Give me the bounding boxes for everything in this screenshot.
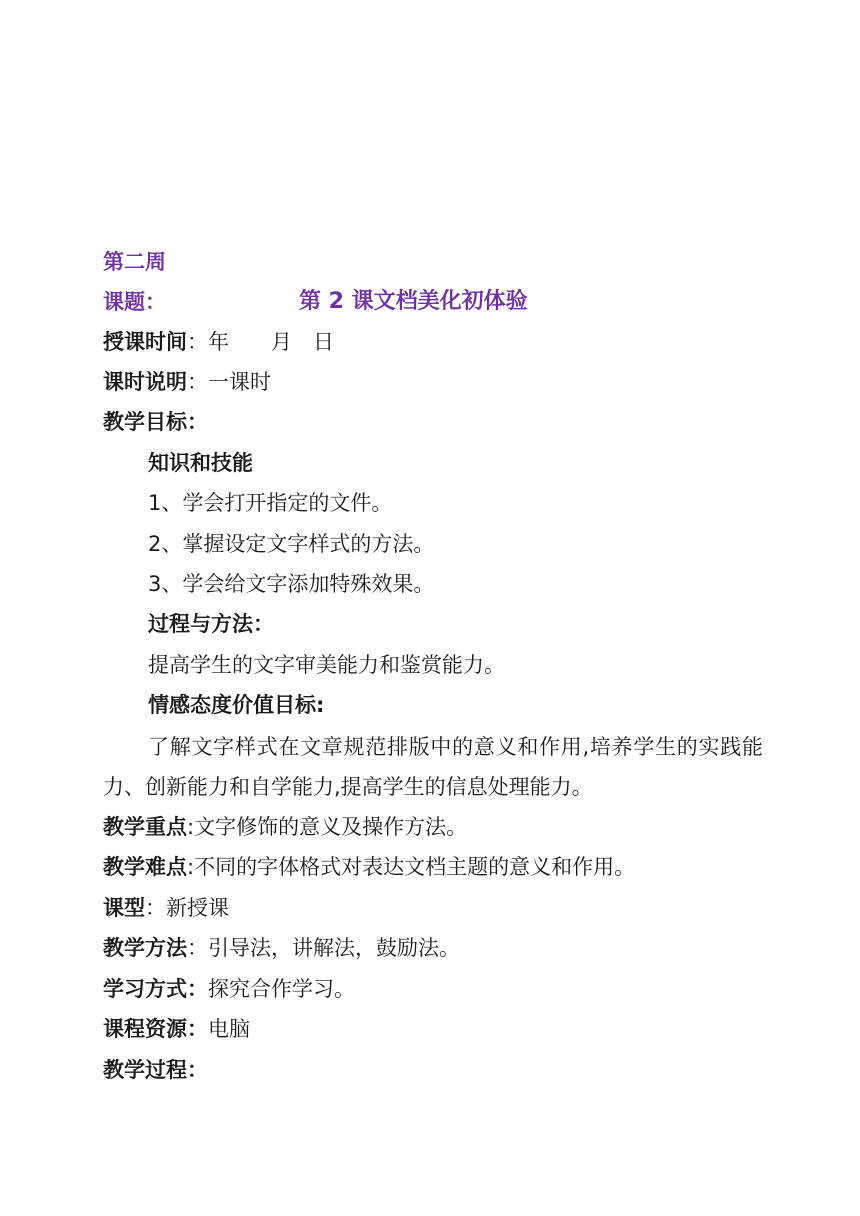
lesson-title: 第 2 课文档美化初体验 <box>299 289 528 314</box>
lesson-type-value: ：新授课 <box>145 896 229 920</box>
knowledge-item-3: 3、学会给文字添加特殊效果。 <box>148 572 435 596</box>
difficulty-label: 教学难点 <box>103 855 187 879</box>
learning-value: 探究合作学习。 <box>208 977 355 1001</box>
lesson-type-label: 课型 <box>103 896 145 920</box>
methods-label: 教学方法 <box>103 936 187 960</box>
learning-label: 学习方式： <box>103 977 208 1001</box>
key-point-label: 教学重点 <box>103 815 187 839</box>
class-time-sep: ： <box>187 330 208 354</box>
resources-value: 电脑 <box>208 1017 250 1041</box>
methods-value: ：引导法，讲解法，鼓励法。 <box>187 936 460 960</box>
key-point-line <box>103 812 467 842</box>
key-point-value: :文字修饰的意义及操作方法。 <box>187 815 468 839</box>
period-line <box>103 367 271 397</box>
knowledge-item-1: 1、学会打开指定的文件。 <box>148 491 393 515</box>
knowledge-item-2: 2、掌握设定文字样式的方法。 <box>148 532 435 556</box>
emotion-heading: 情感态度价值目标: <box>148 693 325 717</box>
class-time-label: 授课时间 <box>103 330 187 354</box>
process-section-heading: 教学过程： <box>103 1058 208 1082</box>
topic-line <box>103 287 663 317</box>
period-label: 课时说明 <box>103 370 187 394</box>
emotion-text: 了解文字样式在文章规范排版中的意义和作用,培养学生的实践能力、创新能力和自学能力,提高学生的信息处理能力。 <box>103 735 763 799</box>
resources-label: 课程资源： <box>103 1017 208 1041</box>
learning-line <box>103 974 355 1004</box>
period-value: 一课时 <box>208 370 271 394</box>
process-heading: 过程与方法： <box>148 612 274 636</box>
objectives-heading: 教学目标： <box>103 410 208 434</box>
class-time-line <box>103 327 334 357</box>
lesson-type-line <box>103 893 229 923</box>
process-text: 提高学生的文字审美能力和鉴赏能力。 <box>148 653 505 677</box>
class-time-value: 年 月 日 <box>208 330 334 354</box>
topic-label: 课题： <box>103 290 166 314</box>
week-heading: 第二周 <box>103 250 166 274</box>
difficulty-value: :不同的字体格式对表达文档主题的意义和作用。 <box>187 855 636 879</box>
difficulty-line <box>103 852 635 882</box>
period-sep: ： <box>187 370 208 394</box>
methods-line <box>103 933 460 963</box>
knowledge-heading: 知识和技能 <box>148 451 253 475</box>
resources-line <box>103 1014 250 1044</box>
